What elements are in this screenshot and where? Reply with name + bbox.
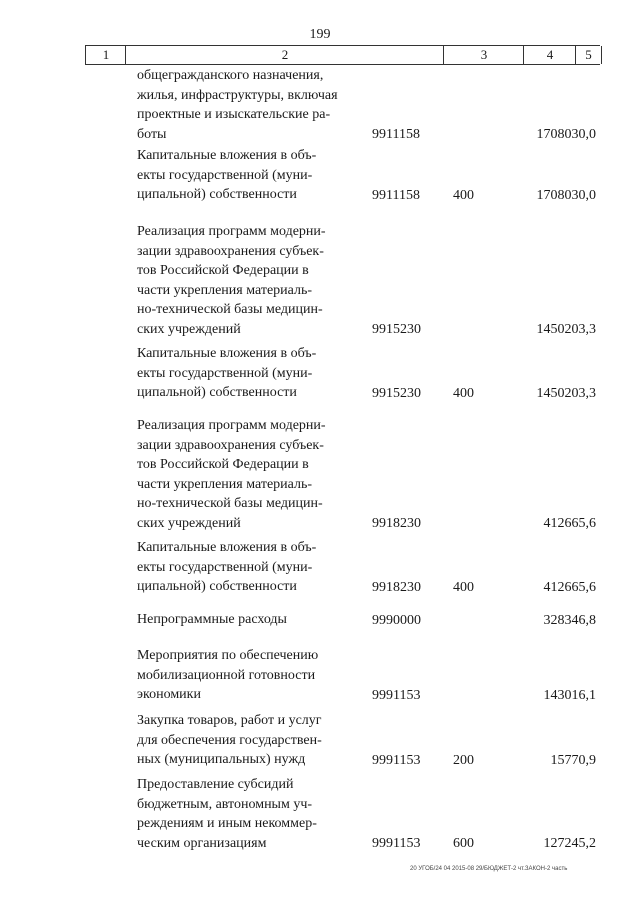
header-col-3: 3	[443, 46, 524, 64]
row-code: 9991153	[372, 687, 421, 703]
row-expense-type: 400	[453, 187, 474, 203]
row-expense-type: 400	[453, 579, 474, 595]
row-expense-type: 400	[453, 385, 474, 401]
row-code: 9911158	[372, 187, 420, 203]
row-amount: 1450203,3	[536, 385, 596, 401]
row-description: Мероприятия по обеспечению мобилизационной готовности экономики	[137, 648, 319, 702]
row-amount: 1708030,0	[536, 187, 596, 203]
row-expense-type: 200	[453, 752, 474, 768]
row-description: Капитальные вложения в объ- екты государственной (муни- ципальной) собственности	[137, 540, 317, 594]
row-description: Реализация программ модерни- зации здравоохранения субъек- тов Российской Федерации в части укрепления материаль- но-технической базы медицин- ских учреждений	[137, 224, 326, 337]
row-amount: 143016,1	[543, 687, 596, 703]
table-row	[0, 222, 640, 339]
row-description: Непрограммные расходы	[137, 612, 287, 627]
row-expense-type: 600	[453, 835, 474, 851]
header-col-2: 2	[125, 46, 444, 64]
row-description: общегражданского назначения, жилья, инфраструктуры, включая проектные и изыскательские ра- боты	[137, 68, 338, 142]
table-row	[0, 538, 640, 597]
table-row	[0, 610, 640, 630]
table-header	[85, 45, 600, 65]
table-row	[0, 416, 640, 533]
table-row	[0, 344, 640, 403]
row-description: Закупка товаров, работ и услуг для обеспечения государствен- ных (муниципальных) нужд	[137, 713, 322, 767]
header-col-5: 5	[575, 46, 602, 64]
table-row	[0, 775, 640, 853]
row-amount: 15770,9	[550, 752, 596, 768]
table-row	[0, 711, 640, 770]
row-code: 9991153	[372, 752, 421, 768]
table-row	[0, 66, 640, 144]
header-col-4: 4	[523, 46, 576, 64]
table-row	[0, 646, 640, 705]
row-code: 9915230	[372, 385, 421, 401]
row-amount: 412665,6	[543, 579, 596, 595]
row-description: Предоставление субсидий бюджетным, автономным уч- реждениям и иным некоммер- ческим организациям	[137, 777, 317, 851]
row-description: Капитальные вложения в объ- екты государственной (муни- ципальной) собственности	[137, 346, 317, 400]
row-code: 9915230	[372, 321, 421, 337]
row-code: 9911158	[372, 126, 420, 142]
header-col-1: 1	[85, 46, 126, 64]
row-code: 9991153	[372, 835, 421, 851]
table-row	[0, 146, 640, 205]
row-description: Реализация программ модерни- зации здравоохранения субъек- тов Российской Федерации в части укрепления материаль- но-технической базы медицин- ских учреждений	[137, 418, 326, 531]
row-amount: 127245,2	[543, 835, 596, 851]
row-description: Капитальные вложения в объ- екты государственной (муни- ципальной) собственности	[137, 148, 317, 202]
row-code: 9990000	[372, 612, 421, 628]
row-amount: 412665,6	[543, 515, 596, 531]
page-number: 199	[309, 27, 331, 42]
row-amount: 328346,8	[543, 612, 596, 628]
document-footer: 20 УГОБ/24 04 2015-08 29/БЮДЖЕТ-2 чт.ЗАКОН-2 часть	[410, 866, 568, 872]
row-amount: 1450203,3	[536, 321, 596, 337]
row-code: 9918230	[372, 515, 421, 531]
row-amount: 1708030,0	[536, 126, 596, 142]
row-code: 9918230	[372, 579, 421, 595]
